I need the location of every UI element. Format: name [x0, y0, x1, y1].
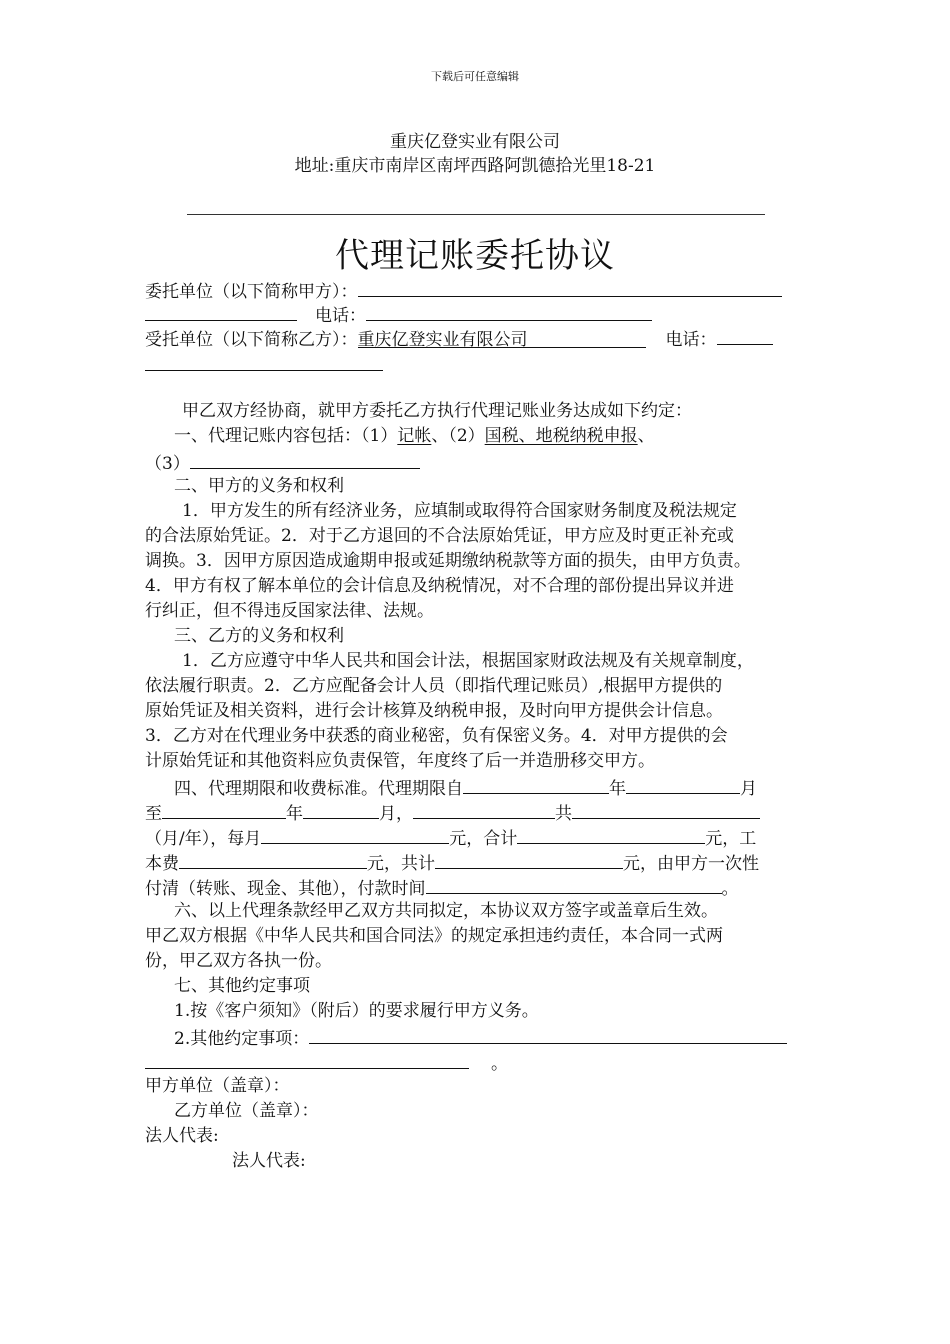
section-3-text-4: 3．乙方对在代理业务中获悉的商业秘密，负有保密义务。4．对甲方提供的会 — [145, 726, 728, 746]
header-divider — [187, 214, 765, 215]
payment-period: 。 — [721, 879, 739, 899]
section-6-text-2: 甲乙双方根据《中华人民共和国合同法》的规定承担违约责任，本合同一式两 — [145, 926, 723, 946]
section-1-tail: 、 — [637, 426, 655, 446]
party-a-phone-label: 电话： — [315, 306, 366, 326]
section-4-intro: 四、代理期限和收费标准。代理期限自 — [174, 779, 463, 799]
party-b-name: 重庆亿登实业有限公司 — [357, 330, 528, 350]
end-to-label: 至 — [145, 804, 162, 824]
party-a-seal: 甲方单位（盖章）： — [145, 1076, 290, 1096]
party-b-label: 受托单位（以下简称乙方）： — [145, 330, 358, 350]
section-2-text-2: 的合法原始凭证。2．对于乙方退回的不合法原始凭证，甲方应及时更正补充或 — [145, 526, 734, 546]
cost-fee-blank[interactable] — [179, 849, 367, 869]
section-3-title: 三、乙方的义务和权利 — [174, 626, 344, 646]
section-1-item-1: 记帐 — [397, 426, 432, 446]
party-a-representative: 法人代表: — [145, 1126, 219, 1146]
party-a-phone-line — [145, 301, 652, 328]
intro-text: 甲乙双方经协商，就甲方委托乙方执行代理记账业务达成如下约定： — [182, 401, 692, 421]
total-fee-label: 元，工 — [705, 829, 757, 849]
section-3-text-1: 1．乙方应遵守中华人民共和国会计法，根据国家财政法规及有关规章制度， — [182, 651, 754, 671]
monthly-fee-blank[interactable] — [261, 824, 449, 844]
section-1-sep: 、（2） — [431, 426, 485, 446]
end-day-blank[interactable] — [413, 799, 555, 819]
section-2-text-1: 1．甲方发生的所有经济业务，应填制或取得符合国家财务制度及税法规定 — [182, 501, 737, 521]
period-unit-label: （月/年），每月 — [145, 829, 262, 849]
download-note: 下载后可任意编辑 — [431, 70, 519, 83]
party-b-phone-blank-cont[interactable] — [145, 370, 383, 371]
total-period-blank[interactable] — [572, 799, 760, 819]
section-7-text-2-line — [174, 1024, 787, 1051]
cost-label: 本费 — [145, 854, 179, 874]
party-a-line — [145, 277, 782, 304]
section-7-text-2: 2.其他约定事项： — [174, 1029, 310, 1049]
section-2-text-5: 行纠正，但不得违反国家法律、法规。 — [145, 601, 434, 621]
section-7-title: 七、其他约定事项 — [174, 976, 310, 996]
payment-time-blank[interactable] — [426, 874, 722, 894]
party-b-phone-blank[interactable] — [717, 325, 773, 345]
party-a-label: 委托单位（以下简称甲方）： — [145, 282, 358, 302]
section-3-text-5: 计原始凭证和其他资料应负责保管，年度终了后一并造册移交甲方。 — [145, 751, 655, 771]
other-terms-cont-line — [145, 1049, 508, 1076]
section-1-item-2: 国税、地税纳税申报 — [484, 426, 638, 446]
section-3-text-2: 依法履行职责。2．乙方应配备会计人员（即指代理记账员）,根据甲方提供的 — [145, 676, 723, 696]
section-2-text-4: 4．甲方有权了解本单位的会计信息及纳税情况，对不合理的部份提出异议并进 — [145, 576, 734, 596]
party-a-blank[interactable] — [358, 277, 782, 297]
company-name: 重庆亿登实业有限公司 — [390, 132, 560, 152]
party-b-phone-label: 电话： — [665, 330, 717, 350]
section-6-text-3: 份，甲乙双方各执一份。 — [145, 951, 332, 971]
section-1-item-3: （3） — [145, 454, 190, 474]
start-year-label: 年 — [609, 779, 626, 799]
grand-total-blank[interactable] — [435, 849, 623, 869]
section-2-title: 二、甲方的义务和权利 — [174, 476, 344, 496]
start-month-blank[interactable] — [626, 774, 740, 794]
section-4-line-1 — [174, 774, 757, 801]
document-title: 代理记账委托协议 — [335, 236, 615, 276]
grand-total-label: 元，由甲方一次性 — [623, 854, 759, 874]
section-4-line-3 — [145, 824, 756, 851]
section-1-prefix: 一、代理记账内容包括：（1） — [174, 426, 398, 446]
monthly-fee-label: 元，合计 — [449, 829, 518, 849]
start-month-label: 月 — [740, 779, 757, 799]
end-year-label: 年 — [286, 804, 303, 824]
party-a-blank-cont[interactable] — [145, 301, 297, 321]
total-label: 共 — [555, 804, 572, 824]
other-terms-end: 。 — [491, 1054, 508, 1074]
end-month-label: 月， — [379, 804, 413, 824]
other-terms-blank[interactable] — [309, 1024, 787, 1044]
section-6-text-1: 六、以上代理条款经甲乙双方共同拟定，本协议双方签字或盖章后生效。 — [174, 901, 718, 921]
section-1-item-3-blank[interactable] — [190, 449, 420, 469]
section-1-item-3-line — [145, 449, 420, 476]
party-b-seal: 乙方单位（盖章）： — [174, 1101, 319, 1121]
start-year-blank[interactable] — [463, 774, 609, 794]
section-4-line-2 — [145, 799, 760, 826]
section-4-line-5 — [145, 874, 739, 901]
section-1-line — [174, 424, 655, 448]
cost-fee-label: 元，共计 — [367, 854, 435, 874]
party-b-line — [145, 325, 773, 352]
end-month-blank[interactable] — [303, 799, 379, 819]
party-b-representative: 法人代表: — [232, 1151, 306, 1171]
section-4-line-4 — [145, 849, 759, 876]
total-fee-blank[interactable] — [517, 824, 705, 844]
company-address: 地址:重庆市南岸区南坪西路阿凯德拾光里18-21 — [294, 156, 656, 176]
payment-label: 付清（转账、现金、其他），付款时间 — [145, 879, 426, 899]
section-3-text-3: 原始凭证及相关资料，进行会计核算及纳税申报，及时向甲方提供会计信息。 — [145, 701, 723, 721]
party-b-name-field[interactable] — [358, 328, 646, 348]
other-terms-blank-cont[interactable] — [145, 1049, 469, 1069]
section-7-text-1: 1.按《客户须知》（附后）的要求履行甲方义务。 — [174, 1001, 539, 1021]
end-year-blank[interactable] — [162, 799, 286, 819]
party-a-phone-blank[interactable] — [366, 301, 652, 321]
section-2-text-3: 调换。3．因甲方原因造成逾期申报或延期缴纳税款等方面的损失，由甲方负责。 — [145, 551, 751, 571]
